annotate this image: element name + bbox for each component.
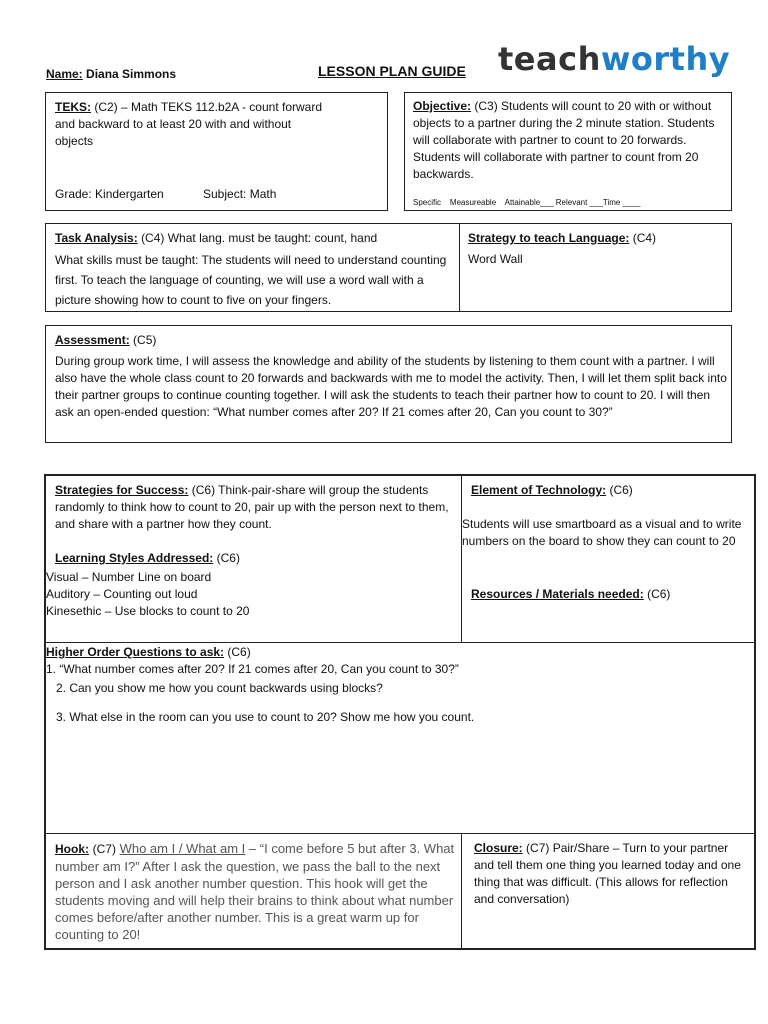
hoq-question-2: 2. Can you show me how you count backwards using blocks? (56, 681, 383, 695)
closure-body: (C7) Pair/Share – Turn to your partner and tell them one thing you learned today and one thing that was difficult. (This allows for reflection and conversation) (474, 841, 741, 906)
task-analysis-box (45, 223, 732, 312)
assessment-box (45, 325, 732, 443)
subject: Subject: Math (203, 187, 277, 201)
strategies-success-text: (C6) Think-pair-share will group the students randomly to think how to count to 20, pair up with the person next to them, and share with a partner how they count. (55, 483, 449, 531)
resources-label: Resources / Materials needed: (471, 587, 644, 601)
task-analysis-text: What skills must be taught: The students will need to understand counting first. To teach the language of counting, we will use a word wall with a picture showing how to count to five on your fingers. (55, 253, 447, 307)
task-analysis-line1-text: (C4) What lang. must be taught: count, hand (141, 231, 378, 245)
hook-body: – “I come before 5 but after 3. What number am I?” After I ask the question, we pass the ball to the next person and I ask another number question. This hook will get the students moving and will help their brains to think about what number comes before/after another number. This is a great warm up for counting to 20! (55, 841, 455, 942)
technology-heading (471, 482, 633, 499)
table-hline-2 (46, 833, 754, 834)
name-label: Name: (46, 67, 83, 81)
objective-label: Objective: (413, 99, 472, 113)
main-table (44, 474, 756, 950)
teachworthy-logo (498, 40, 730, 78)
teks-box (45, 92, 388, 211)
learning-styles-label: Learning Styles Addressed: (55, 551, 214, 565)
strategies-success (55, 482, 450, 533)
learning-style-item: Visual – Number Line on board (46, 570, 212, 584)
hook-label: Hook: (55, 842, 89, 856)
table-divider-top (461, 476, 462, 642)
task-analysis-line1 (55, 230, 450, 247)
learning-style-item: Auditory – Counting out loud (46, 587, 198, 601)
strategies-success-label: Strategies for Success: (55, 483, 189, 497)
logo-text-teach: teach (498, 40, 601, 78)
learning-style-item: Kinesethic – Use blocks to count to 20 (46, 604, 250, 618)
task-analysis-label: Task Analysis: (55, 231, 138, 245)
assessment-text: During group work time, I will assess the knowledge and ability of the students by listening to them count with a partner. I will also have the whole class count to 20 forwards and backwards with me to model the activity. Then, I will let them split back into their partner groups to continue counting together. I will ask the students to teach their partner how to count to 20. I will then ask an open-ended question: “What number comes after 20? If 21 comes after 20, Can you count to 30?” (55, 354, 727, 419)
task-divider (459, 224, 460, 311)
hoq-code: (C6) (227, 645, 251, 659)
teks-text (55, 99, 325, 150)
resources-heading (471, 586, 670, 603)
logo-text-worthy: worthy (600, 40, 731, 78)
resources-code: (C6) (647, 587, 671, 601)
assessment-code: (C5) (133, 333, 157, 347)
table-hline-1 (46, 642, 754, 643)
technology-text: Students will use smartboard as a visual and to write numbers on the board to show they can count to 20 (462, 517, 742, 548)
technology-code: (C6) (609, 483, 633, 497)
closure-label: Closure: (474, 841, 523, 855)
assessment-heading (55, 332, 156, 349)
strategy-language-code: (C4) (632, 231, 657, 245)
hook-title: Who am I / What am I (119, 841, 246, 856)
strategy-language-label: Strategy to teach Language: (468, 231, 630, 245)
table-divider-bottom (461, 833, 462, 948)
objective-box (404, 92, 732, 211)
hook-text (55, 840, 455, 943)
objective-text (413, 98, 731, 183)
hoq-question-1: 1. “What number comes after 20? If 21 comes after 20, Can you count to 30?” (46, 662, 459, 676)
grade: Grade: Kindergarten (55, 187, 164, 201)
page-title: LESSON PLAN GUIDE (318, 63, 466, 79)
name-value: Diana Simmons (86, 67, 177, 81)
hoq-heading (46, 644, 251, 661)
objective-body: (C3) Students will count to 20 with or without objects to a partner during the 2 minute station. Students will collaborate with partner to count to 20 forwards. Students will collaborate with partner to count from 20 backwards. (413, 99, 715, 181)
strategy-language-heading (468, 230, 656, 247)
learning-styles-code: (C6) (216, 551, 240, 565)
strategy-language-text: Word Wall (468, 252, 523, 266)
hoq-question-3: 3. What else in the room can you use to count to 20? Show me how you count. (56, 710, 475, 724)
learning-styles-heading (55, 550, 240, 567)
technology-label: Element of Technology: (471, 483, 607, 497)
smart-criteria: Specific Measureable Attainable___ Relevant ___Time ____ (413, 198, 641, 207)
hook-code: (C7) (92, 842, 116, 856)
assessment-label: Assessment: (55, 333, 130, 347)
closure-text (474, 840, 744, 908)
hoq-label: Higher Order Questions to ask: (46, 645, 225, 659)
teks-body: (C2) – Math TEKS 112.b2A - count forward and backward to at least 20 with and without objects (55, 100, 323, 148)
name-line (46, 66, 176, 83)
teks-label: TEKS: (55, 100, 91, 114)
